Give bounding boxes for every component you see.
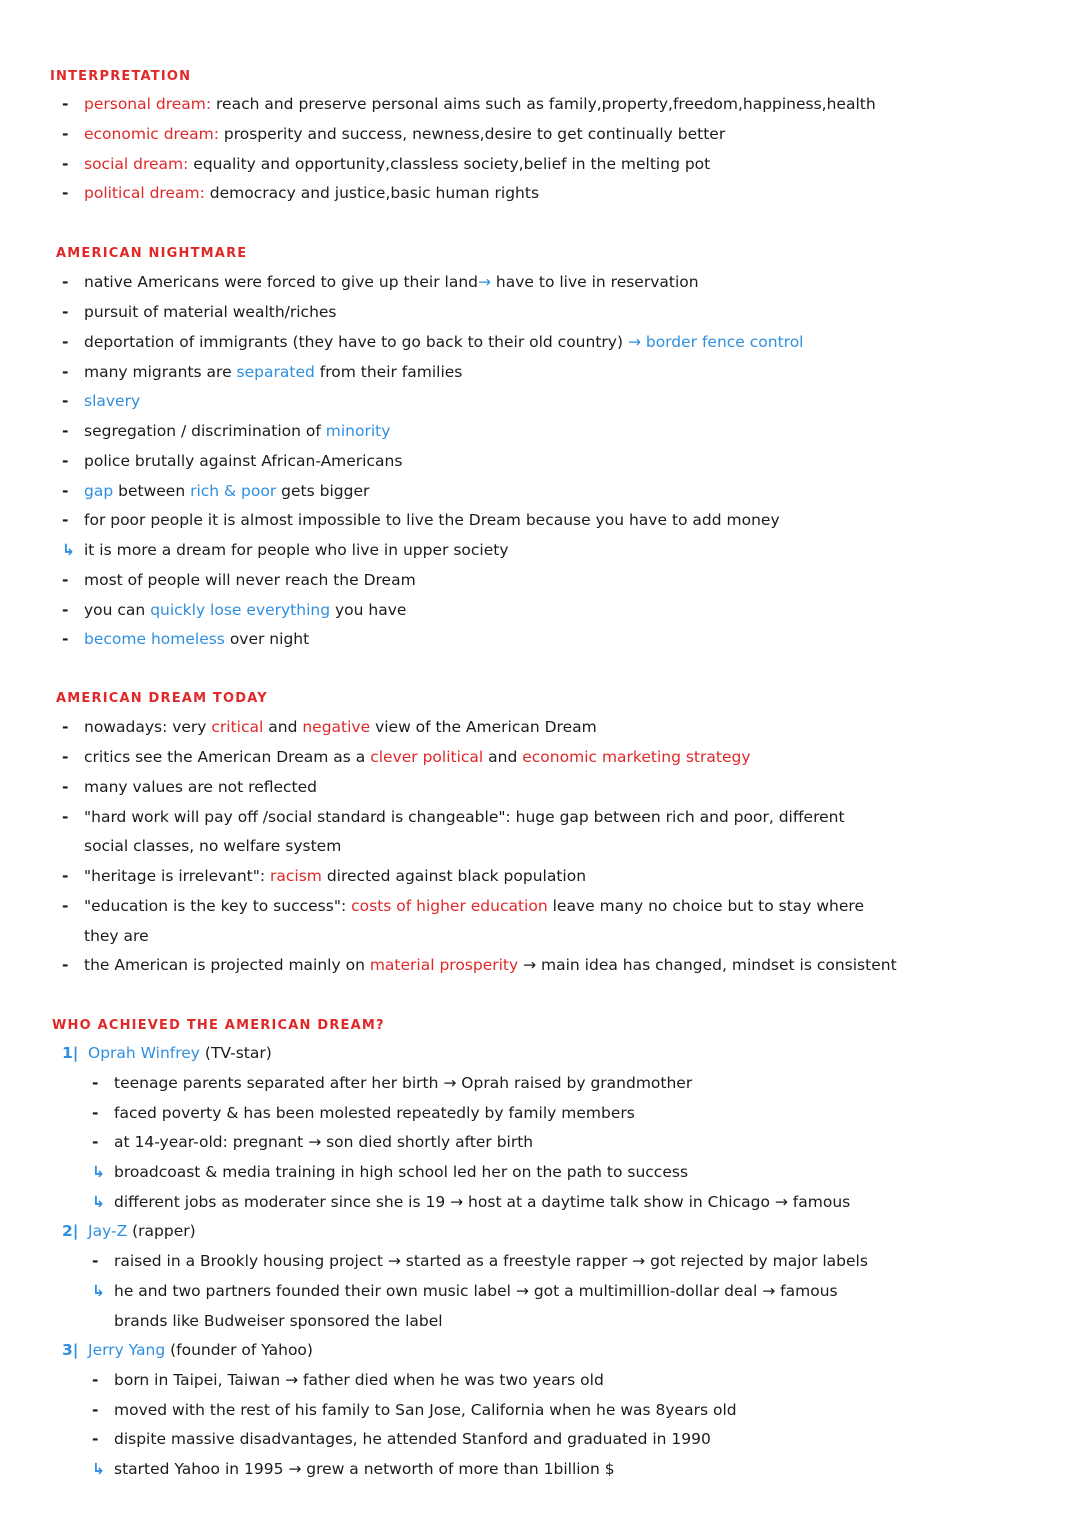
nightmare-item: - segregation / discrimination of minority [62,422,391,440]
today-item: - nowadays: very critical and negative view of the American Dream [62,718,597,736]
nightmare-item: - pursuit of material wealth/riches [62,303,337,321]
curved-arrow-icon: ↳ [92,1163,105,1181]
achiever-detail: ↳ started Yahoo in 1995 → grew a networth of more than 1billion $ [92,1460,615,1478]
achiever-detail: ↳ he and two partners founded their own music label → got a multimillion-dollar deal → famous [92,1282,838,1300]
nightmare-item: - slavery [62,392,141,410]
achiever-detail: - teenage parents separated after her birth → Oprah raised by grandmother [92,1074,693,1092]
today-item: - critics see the American Dream as a clever political and economic marketing strategy [62,748,751,766]
achiever-detail-continued: brands like Budweiser sponsored the label [114,1312,443,1330]
achiever-detail: - at 14-year-old: pregnant → son died shortly after birth [92,1133,534,1151]
curved-arrow-icon: ↳ [62,541,75,559]
achievers-heading: WHO ACHIEVED THE AMERICAN DREAM? [52,1018,385,1033]
achiever-detail: - born in Taipei, Taiwan → father died when he was two years old [92,1371,604,1389]
achiever-detail: - moved with the rest of his family to San Jose, California when he was 8years old [92,1401,737,1419]
today-heading: AMERICAN DREAM TODAY [56,691,268,706]
today-item: - "hard work will pay off /social standard is changeable": huge gap between rich and poor, different [62,808,845,826]
today-item-continued: social classes, no welfare system [84,837,342,855]
curved-arrow-icon: ↳ [92,1282,105,1300]
nightmare-item: - police brutally against African-Americans [62,452,403,470]
nightmare-item: - deportation of immigrants (they have to go back to their old country) → border fence control [62,333,804,351]
achiever-detail: - dispite massive disadvantages, he attended Stanford and graduated in 1990 [92,1430,711,1448]
interpretation-item-political: - political dream: democracy and justice,basic human rights [62,184,540,202]
achiever-oprah-title: 1| Oprah Winfrey (TV-star) [62,1044,272,1062]
interpretation-item-personal: - personal dream: reach and preserve personal aims such as family,property,freedom,happiness,health [62,95,876,113]
nightmare-item: - most of people will never reach the Dream [62,571,416,589]
interpretation-item-social: - social dream: equality and opportunity,classless society,belief in the melting pot [62,155,711,173]
nightmare-subitem: ↳ it is more a dream for people who live in upper society [62,541,509,559]
achiever-jayz-title: 2| Jay-Z (rapper) [62,1222,196,1240]
achiever-detail: - raised in a Brookly housing project → started as a freestyle rapper → got rejected by major labels [92,1252,868,1270]
achiever-yang-title: 3| Jerry Yang (founder of Yahoo) [62,1341,313,1359]
today-item-continued: they are [84,927,149,945]
nightmare-item: - native Americans were forced to give up their land→ have to live in reservation [62,273,699,291]
curved-arrow-icon: ↳ [92,1460,105,1478]
nightmare-heading: AMERICAN NIGHTMARE [56,246,248,261]
today-item: - "education is the key to success": costs of higher education leave many no choice but to stay where [62,897,864,915]
achiever-detail: - faced poverty & has been molested repeatedly by family members [92,1104,635,1122]
achiever-detail: ↳ broadcoast & media training in high school led her on the path to success [92,1163,689,1181]
interpretation-item-economic: - economic dream: prosperity and success, newness,desire to get continually better [62,125,726,143]
today-item: - "heritage is irrelevant": racism directed against black population [62,867,587,885]
today-item: - the American is projected mainly on material prosperity → main idea has changed, mindset is consistent [62,956,897,974]
achiever-detail: ↳ different jobs as moderater since she is 19 → host at a daytime talk show in Chicago → famous [92,1193,851,1211]
nightmare-item: - many migrants are separated from their families [62,363,463,381]
nightmare-item: - gap between rich & poor gets bigger [62,482,370,500]
nightmare-item: - become homeless over night [62,630,310,648]
interpretation-heading: INTERPRETATION [50,69,192,84]
curved-arrow-icon: ↳ [92,1193,105,1211]
nightmare-item: - you can quickly lose everything you have [62,601,407,619]
nightmare-item: - for poor people it is almost impossible to live the Dream because you have to add money [62,511,780,529]
today-item: - many values are not reflected [62,778,318,796]
